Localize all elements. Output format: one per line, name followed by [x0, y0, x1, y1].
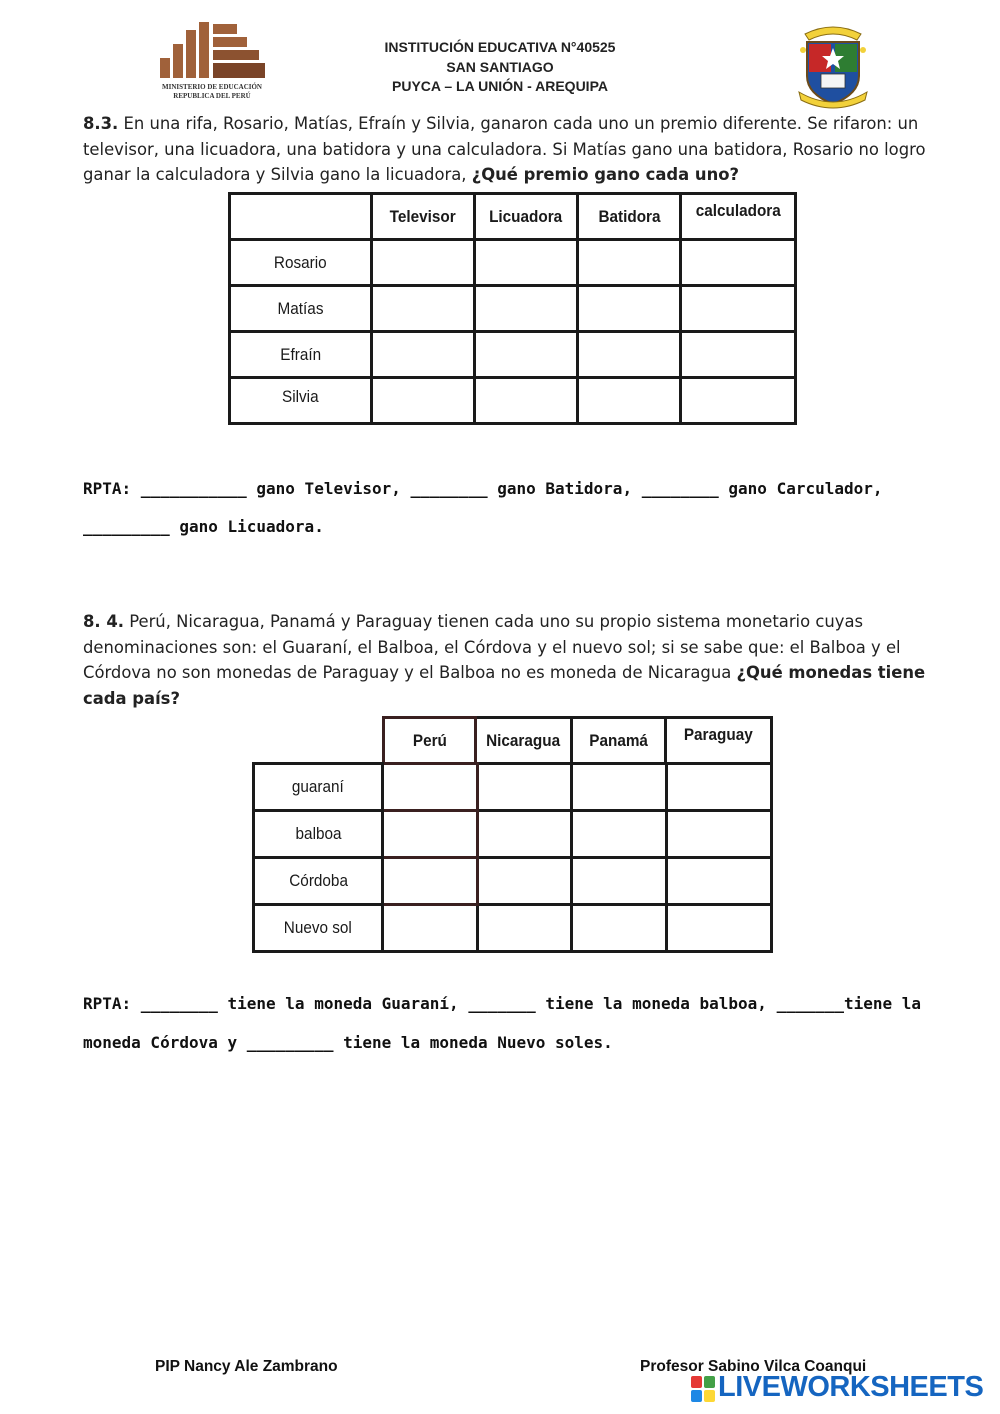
problem-8-3-statement: [83, 111, 945, 188]
svg-text:MINISTERIO DE EDUCACIÓN: MINISTERIO DE EDUCACIÓN: [162, 83, 262, 91]
answer-cell[interactable]: [572, 858, 666, 905]
ministry-logo: [155, 20, 270, 110]
answer-cell[interactable]: [666, 764, 771, 811]
answer-cell[interactable]: [666, 905, 771, 952]
school-crest: [795, 20, 871, 112]
answer-line[interactable]: _________ gano Licuadora.: [83, 517, 324, 536]
answer-cell[interactable]: [477, 858, 571, 905]
liveworksheets-logo-icon: [690, 1375, 718, 1405]
column-header: Batidora: [578, 194, 681, 240]
row-header: balboa: [254, 811, 383, 858]
answer-cell[interactable]: [372, 378, 475, 424]
column-header: Perú: [384, 718, 476, 764]
answer-line[interactable]: RPTA: ___________ gano Televisor, ________ gano Batidora, ________ gano Carculador,: [83, 479, 883, 498]
liveworksheets-watermark: [690, 1373, 990, 1407]
row-header: Córdoba: [254, 858, 383, 905]
column-header: calculadora: [681, 194, 796, 240]
column-header: Panamá: [572, 718, 666, 764]
watermark-text: LIVEWORKSHEETS: [718, 1371, 984, 1403]
answer-cell[interactable]: [681, 240, 796, 286]
currency-table-header: [382, 716, 773, 765]
school-name: INSTITUCIÓN EDUCATIVA N°40525: [384, 39, 616, 55]
column-header: Licuadora: [475, 194, 578, 240]
answer-cell[interactable]: [578, 240, 681, 286]
problem-question: ¿Qué premio gano cada uno?: [471, 165, 740, 184]
column-header: Paraguay: [666, 718, 772, 764]
answer-cell[interactable]: [383, 811, 477, 858]
answer-cell[interactable]: [475, 240, 578, 286]
answer-cell[interactable]: [372, 286, 475, 332]
problem-number: 8. 4.: [83, 612, 124, 631]
prize-table: [228, 192, 797, 425]
footer-author-left: PIP Nancy Ale Zambrano: [155, 1358, 338, 1375]
problem-8-4-statement: [83, 609, 945, 711]
column-header: Televisor: [372, 194, 475, 240]
row-header: Efraín: [230, 332, 372, 378]
column-header: Nicaragua: [476, 718, 572, 764]
svg-text:REPUBLICA DEL PERÚ: REPUBLICA DEL PERÚ: [173, 92, 251, 100]
answer-cell[interactable]: [477, 764, 571, 811]
school-header: [330, 38, 670, 97]
problem-question: ¿Qué monedas tiene cada país?: [83, 663, 926, 708]
answer-cell[interactable]: [475, 286, 578, 332]
answer-cell[interactable]: [475, 378, 578, 424]
answer-cell[interactable]: [681, 332, 796, 378]
answer-cell[interactable]: [475, 332, 578, 378]
row-header: guaraní: [254, 764, 383, 811]
school-location: PUYCA – LA UNIÓN - AREQUIPA: [392, 78, 608, 94]
answer-cell[interactable]: [477, 811, 571, 858]
answer-line[interactable]: RPTA: ________ tiene la moneda Guaraní, _______ tiene la moneda balboa, _______tiene la: [83, 994, 922, 1013]
row-header: Matías: [230, 286, 372, 332]
answer-line[interactable]: moneda Córdova y _________ tiene la moneda Nuevo soles.: [83, 1033, 613, 1052]
row-header: Nuevo sol: [254, 905, 383, 952]
answer-cell[interactable]: [383, 764, 477, 811]
problem-text: En una rifa, Rosario, Matías, Efraín y Silvia, ganaron cada uno un premio diferente. Se rifaron: un televisor, una licuadora, una batidora y una calculadora. Si Matías gano una batidora, Rosario no logro ganar la calculadora y Silvia gano la licuadora,: [83, 114, 926, 184]
answer-cell[interactable]: [477, 905, 571, 952]
currency-table: [252, 762, 773, 953]
row-header: Silvia: [230, 378, 372, 424]
answer-cell[interactable]: [572, 764, 666, 811]
answer-cell[interactable]: [681, 286, 796, 332]
answer-cell[interactable]: [666, 858, 771, 905]
row-header: Rosario: [230, 240, 372, 286]
corner-cell: [230, 194, 372, 240]
answer-cell[interactable]: [572, 811, 666, 858]
answer-cell[interactable]: [578, 286, 681, 332]
answer-cell[interactable]: [578, 332, 681, 378]
answer-cell[interactable]: [383, 905, 477, 952]
problem-number: 8.3.: [83, 114, 119, 133]
footer-author-right: Profesor Sabino Vilca Coanqui: [640, 1358, 867, 1375]
answer-cell[interactable]: [383, 858, 477, 905]
answer-cell[interactable]: [372, 240, 475, 286]
answer-cell[interactable]: [666, 811, 771, 858]
problem-text: Perú, Nicaragua, Panamá y Paraguay tienen cada uno su propio sistema monetario cuyas denominaciones son: el Guaraní, el Balboa, el Córdova y el nuevo sol; si se sabe que: el Balboa y el Córdova no son monedas de Paraguay y el Balboa no es moneda de Nicaragua: [83, 612, 901, 682]
answer-cell[interactable]: [372, 332, 475, 378]
answer-cell[interactable]: [578, 378, 681, 424]
school-subname: SAN SANTIAGO: [446, 58, 554, 75]
answer-cell[interactable]: [681, 378, 796, 424]
answer-cell[interactable]: [572, 905, 666, 952]
